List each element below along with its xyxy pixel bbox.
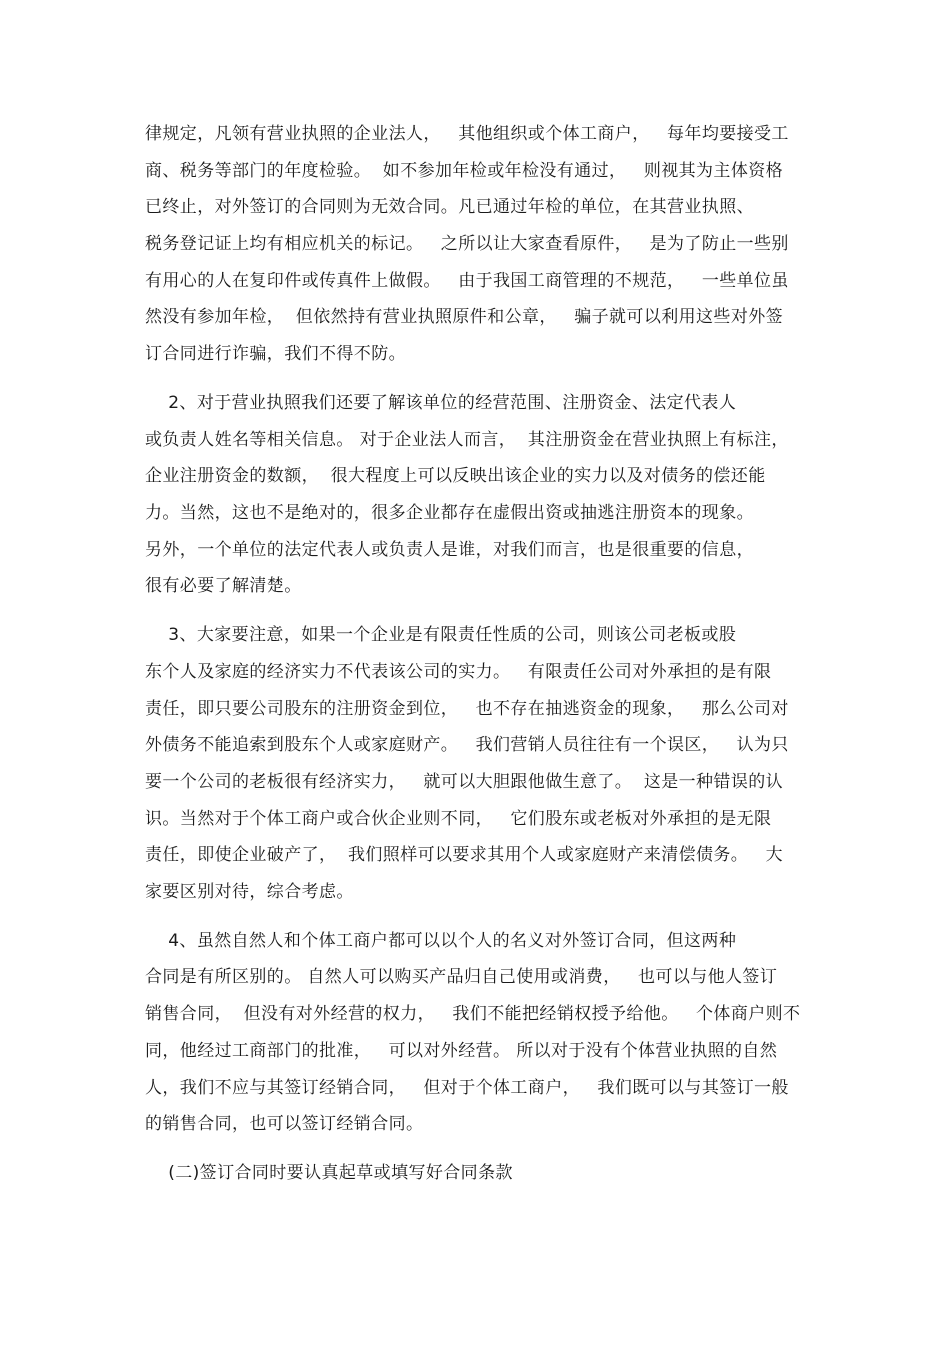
text-line: 东个人及家庭的经济实力不代表该公司的实力。 有限责任公司对外承担的是有限 (145, 662, 772, 682)
text-line: 家要区别对待，综合考虑。 (145, 882, 354, 902)
text-line: 或负责人姓名等相关信息。 对于企业法人而言， 其注册资金在营业执照上有标注， (145, 430, 789, 450)
text-line: 商、税务等部门的年度检验。 如不参加年检或年检没有通过， 则视其为主体资格 (145, 161, 784, 181)
text-line: 2、对于营业执照我们还要了解该单位的经营范围、注册资金、法定代表人 (145, 393, 737, 413)
text-line: 责任，即只要公司股东的注册资金到位， 也不存在抽逃资金的现象， 那么公司对 (145, 699, 789, 719)
text-line: 人，我们不应与其签订经销合同， 但对于个体工商户， 我们既可以与其签订一般 (145, 1078, 789, 1098)
text-line: 税务登记证上均有相应机关的标记。 之所以让大家查看原件， 是为了防止一些别 (145, 234, 789, 254)
text-line: 3、大家要注意，如果一个企业是有限责任性质的公司，则该公司老板或股 (145, 625, 737, 645)
text-line: 订合同进行诈骗，我们不得不防。 (145, 344, 406, 364)
text-line: 合同是有所区别的。 自然人可以购买产品归自己使用或消费， 也可以与他人签订 (145, 967, 778, 987)
text-line: 的销售合同，也可以签订经销合同。 (145, 1114, 424, 1134)
text-line: 责任，即使企业破产了， 我们照样可以要求其用个人或家庭财产来清偿债务。 大 (145, 845, 784, 865)
text-line: 识。当然对于个体工商户或合伙企业则不同， 它们股东或老板对外承担的是无限 (145, 809, 772, 829)
text-line: 要一个公司的老板很有经济实力， 就可以大胆跟他做生意了。 这是一种错误的认 (145, 772, 784, 792)
text-line: (二)签订合同时要认真起草或填写好合同条款 (145, 1163, 513, 1183)
text-line: 很有必要了解清楚。 (145, 576, 302, 596)
text-line: 另外，一个单位的法定代表人或负责人是谁，对我们而言，也是很重要的信息， (145, 540, 754, 560)
text-line: 4、虽然自然人和个体工商户都可以以个人的名义对外签订合同，但这两种 (145, 931, 737, 951)
text-line: 力。当然，这也不是绝对的，很多企业都存在虚假出资或抽逃注册资本的现象。 (145, 503, 754, 523)
text-line: 同，他经过工商部门的批准， 可以对外经营。 所以对于没有个体营业执照的自然 (145, 1041, 778, 1061)
text-line: 有用心的人在复印件或传真件上做假。 由于我国工商管理的不规范， 一些单位虽 (145, 271, 789, 291)
text-line: 外债务不能追索到股东个人或家庭财产。 我们营销人员往往有一个误区， 认为只 (145, 735, 789, 755)
text-line: 企业注册资金的数额， 很大程度上可以反映出该企业的实力以及对债务的偿还能 (145, 466, 766, 486)
text-line: 已终止，对外签订的合同则为无效合同。凡已通过年检的单位，在其营业执照、 (145, 197, 754, 217)
text-line: 销售合同， 但没有对外经营的权力， 我们不能把经销权授予给他。 个体商户则不 (145, 1004, 801, 1024)
text-line: 律规定，凡领有营业执照的企业法人， 其他组织或个体工商户， 每年均要接受工 (145, 124, 789, 144)
text-line: 然没有参加年检， 但依然持有营业执照原件和公章， 骗子就可以利用这些对外签 (145, 307, 784, 327)
